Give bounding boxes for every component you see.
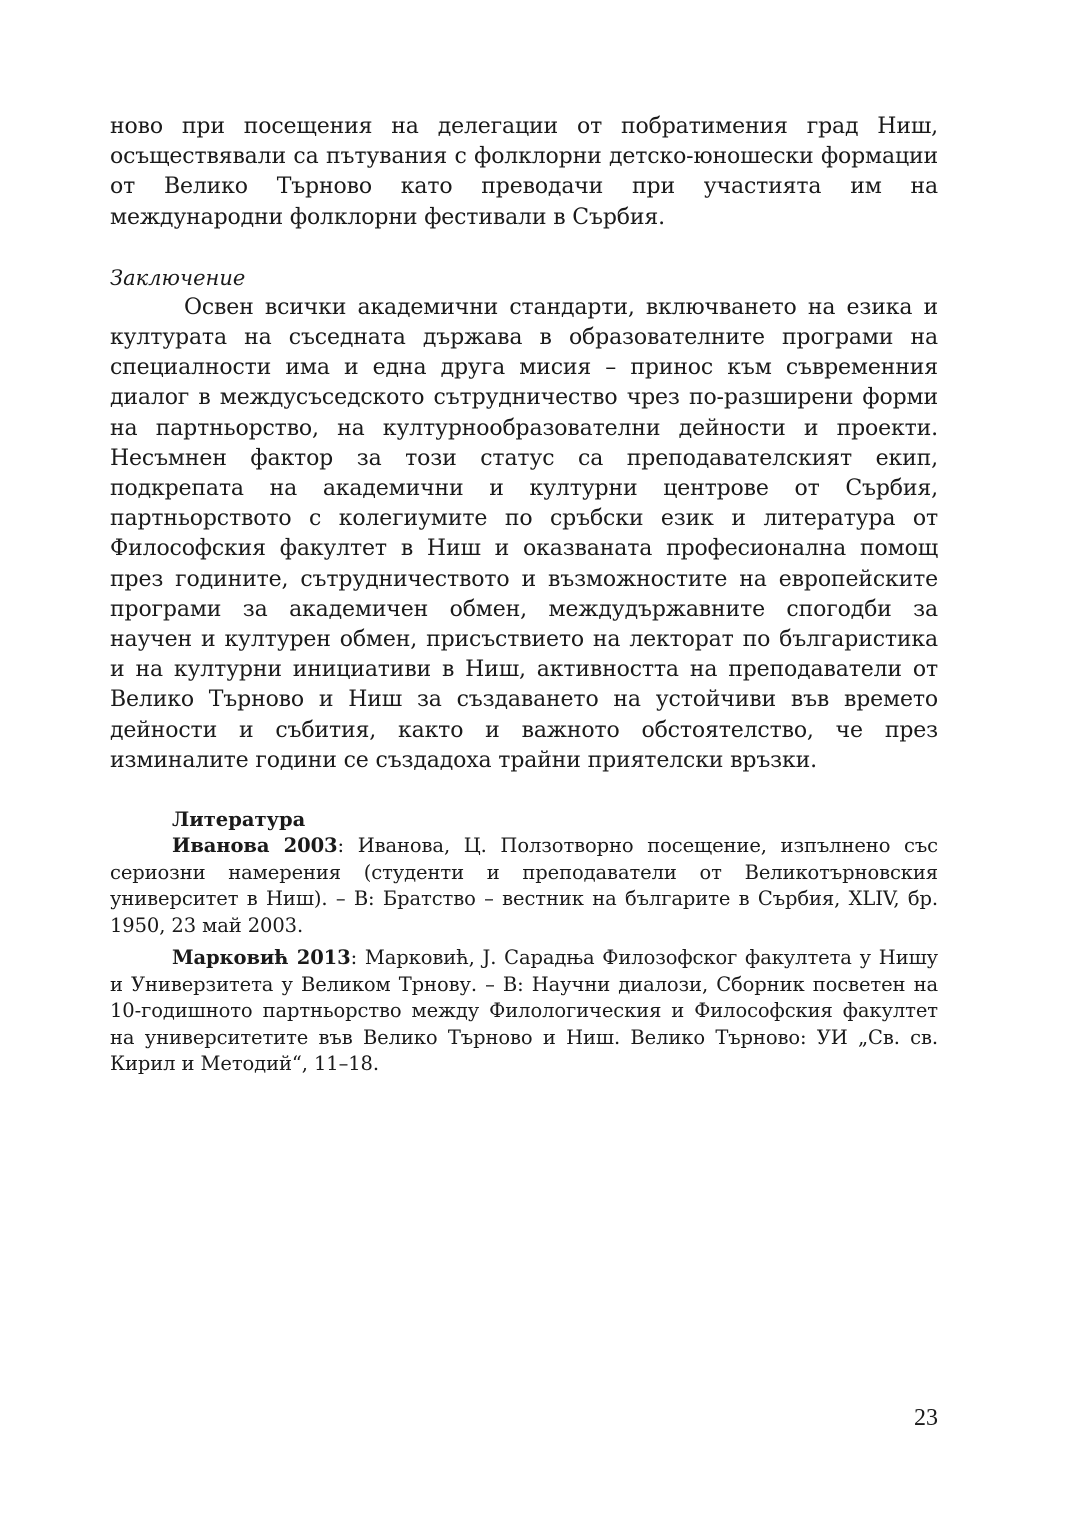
conclusion-heading: Заключение: [110, 265, 246, 290]
literature-section: [110, 806, 938, 1078]
reference-key: Иванова 2003: [172, 834, 338, 858]
reference-text: : Иванова, Ц. Ползотворно посещение, изпълнено със сериозни намерения (студенти и преподаватели от Великотърновския университет в Ниш). – В: Братство – вестник на българите в Сърбия, XLIV, бр. 1950, 23 май 2003.: [110, 834, 938, 937]
body-paragraph-continued: ново при посещения на делегации от побратимения град Ниш, осъществявали са пътувания с фолклорни детско-юношески формации от Велико Търново като преводачи при участията им на международни фолклорни фестивали в Сърбия.: [110, 114, 938, 230]
page-content: [110, 112, 938, 1078]
reference-entry: [110, 945, 938, 1078]
reference-text: : Марковић, Ј. Сарадња Филозофског факултета у Нишу и Универзитета у Великом Трнову. – В: Научни диалози, Сборник посветен на 10-годишното партньорство между Филологическия и Философския факултет на университетите във Велико Търново и Ниш. Велико Търново: УИ „Св. св. Кирил и Методий“, 11–18.: [110, 946, 938, 1076]
literature-heading: Литература: [172, 808, 306, 832]
conclusion-paragraph: Освен всички академични стандарти, включването на езика и културата на съседната държава в образователните програми на специалности има и една друга мисия – принос към съвременния диалог в междусъседското сътрудничество чрез по-разширени форми на партньорство, на културнообразователни дейности и проекти. Несъмнен фактор за този статус са преподавателският екип, подкрепата на академични и културни центрове от Сърбия, партньорството с колегиумите по сръбски език и литература от Философския факултет в Ниш и оказваната професионална помощ през годините, сътрудничеството и възможностите на европейските програми за академичен обмен, междудържавните спогодби за научен и културен обмен, присъствието на лекторат по българистика и на културни инициативи в Ниш, активността на преподаватели от Велико Търново и Ниш за създаването на устойчиви във времето дейности и събития, както и важното обстоятелство, че през изминалите години се създадоха трайни приятелски връзки.: [110, 294, 938, 773]
page-number: 23: [914, 1405, 938, 1431]
reference-key: Марковић 2013: [172, 946, 351, 970]
reference-entry: [110, 833, 938, 939]
